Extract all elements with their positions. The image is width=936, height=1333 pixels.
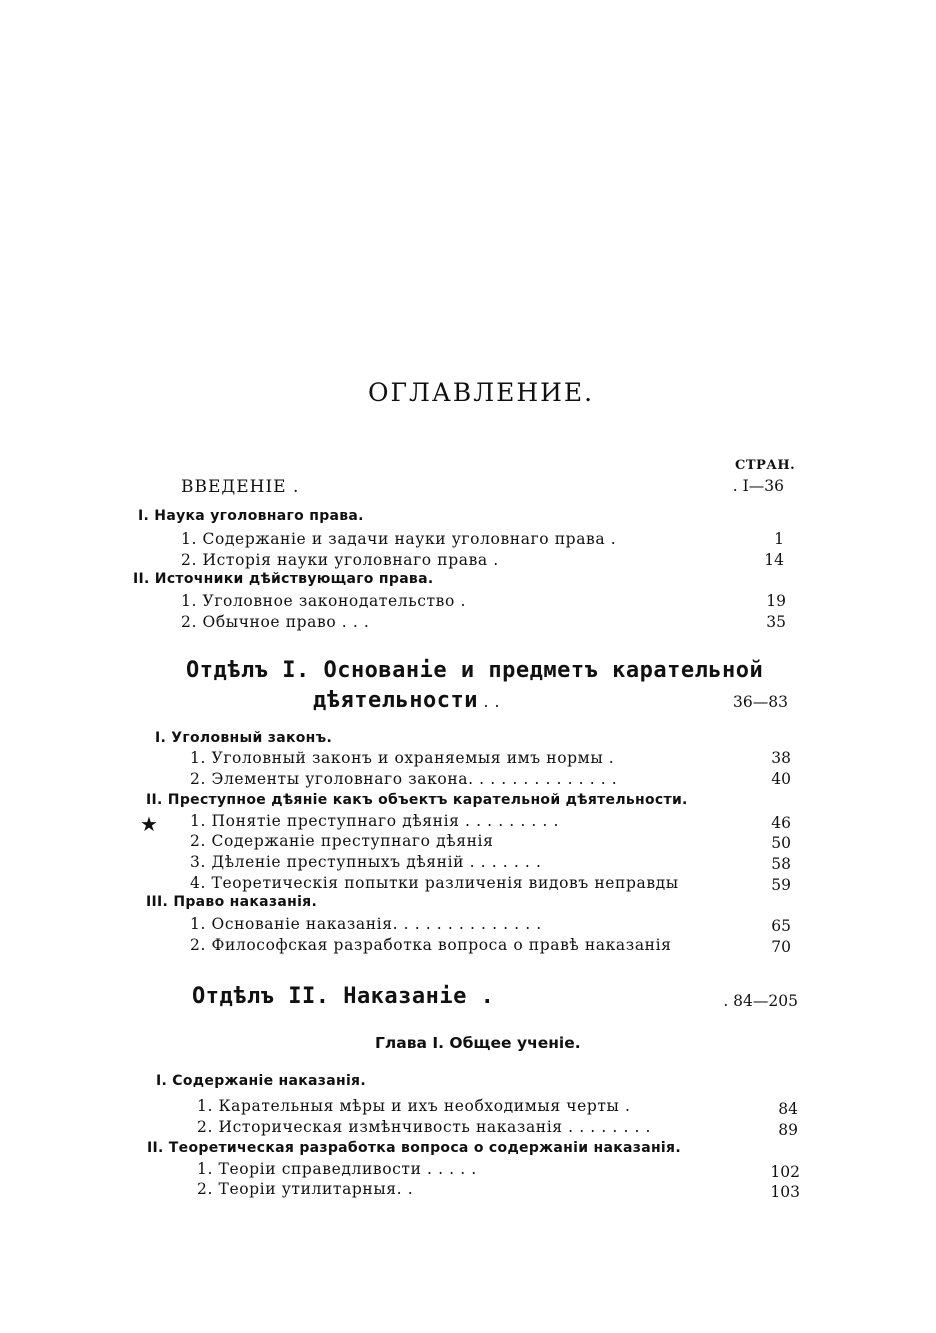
toc-heading: I. Наука уголовнаго права. — [138, 508, 364, 524]
toc-page-number: 1 — [774, 530, 784, 548]
toc-heading: I. Уголовный законъ. — [155, 730, 333, 746]
toc-entry: 3. Дѣленіе преступныхъ дѣяній . . . . . . . — [190, 853, 542, 871]
leader-dots: . . — [483, 693, 501, 711]
toc-heading: II. Преступное дѣяніе какъ объектъ карательной дѣятельности. — [146, 792, 688, 808]
page-column-header: СТРАН. — [735, 458, 796, 473]
toc-page-number: 35 — [766, 613, 786, 631]
section-title-line2: дѣятельности — [313, 688, 478, 713]
chapter-title: Глава I. Общее ученіе. — [375, 1034, 581, 1052]
toc-entry: 1. Основаніе наказанія. . . . . . . . . . . . . . — [190, 915, 542, 933]
toc-entry: 4. Теоретическія попытки различенія видовъ неправды — [190, 874, 679, 892]
toc-entry: 2. Философская разработка вопроса о правѣ наказанія — [190, 936, 672, 954]
toc-entry: 2. Содержаніе преступнаго дѣянія — [190, 832, 494, 850]
toc-page-number: 65 — [771, 917, 791, 935]
section-title: Отдѣлъ II. Наказаніе . — [192, 984, 495, 1009]
star-icon: ★ — [140, 812, 158, 836]
section-pages: . 84—205 — [723, 992, 798, 1010]
toc-page-number: 70 — [771, 938, 791, 956]
toc-entry: 1. Теоріи справедливости . . . . . — [197, 1160, 477, 1178]
section-title-continued — [313, 688, 500, 713]
toc-page-number: 103 — [770, 1183, 800, 1201]
toc-heading: I. Содержаніе наказанія. — [156, 1073, 366, 1089]
toc-page-number: 40 — [771, 770, 791, 788]
introduction-label: ВВЕДЕНІЕ . — [181, 477, 300, 497]
introduction-pages: . I—36 — [732, 477, 784, 495]
toc-entry: 2. Элементы уголовнаго закона. . . . . . . . . . . . . . — [190, 770, 618, 788]
toc-heading: II. Теоретическая разработка вопроса о содержаніи наказанія. — [147, 1140, 681, 1156]
toc-page-number: 46 — [771, 814, 791, 832]
toc-entry: 2. Теоріи утилитарныя. . — [197, 1180, 414, 1198]
toc-entry: 2. Историческая измѣнчивость наказанія . . . . . . . . — [197, 1118, 652, 1136]
toc-entry: 1. Уголовное законодательство . — [181, 592, 466, 610]
section-title: Отдѣлъ I. Основаніе и предметъ карательной — [186, 658, 764, 683]
toc-page-number: 59 — [771, 876, 791, 894]
toc-page-number: 89 — [778, 1121, 798, 1139]
toc-heading: II. Источники дѣйствующаго права. — [133, 571, 434, 587]
toc-page-number: 14 — [764, 551, 784, 569]
toc-entry: 1. Понятіе преступнаго дѣянія . . . . . . . . . — [190, 812, 560, 830]
toc-title: ОГЛАВЛЕНИЕ. — [368, 378, 595, 407]
toc-page-number: 58 — [771, 855, 791, 873]
toc-page-number: 84 — [778, 1100, 798, 1118]
toc-entry: 1. Содержаніе и задачи науки уголовнаго права . — [181, 530, 617, 548]
toc-page-number: 19 — [766, 592, 786, 610]
toc-entry: 1. Карательныя мѣры и ихъ необходимыя черты . — [197, 1097, 631, 1115]
toc-entry: 1. Уголовный законъ и охраняемыя имъ нормы . — [190, 749, 615, 767]
toc-entry: 2. Исторія науки уголовнаго права . — [181, 551, 499, 569]
toc-page-number: 50 — [771, 834, 791, 852]
toc-page-number: 38 — [771, 749, 791, 767]
toc-heading: III. Право наказанія. — [146, 894, 318, 910]
toc-page-number: 102 — [770, 1163, 800, 1181]
toc-entry: 2. Обычное право . . . — [181, 613, 370, 631]
section-pages: 36—83 — [733, 693, 788, 711]
